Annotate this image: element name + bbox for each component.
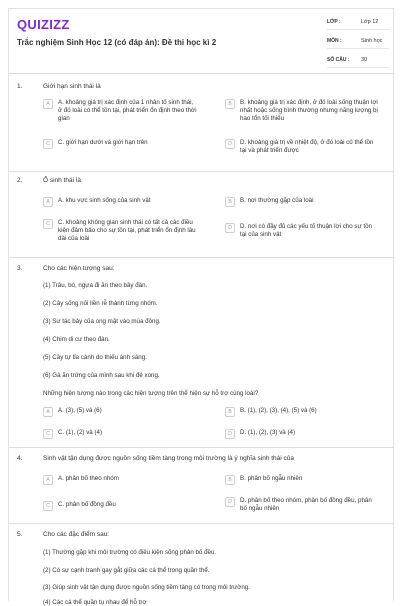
- statement: (3) Sư tác bảy của ong mật vào mùa đông.: [43, 318, 161, 325]
- statement: (1) Thường gặp khi môi trường có điều kiện sống phân bố đều.: [43, 549, 217, 556]
- option-d[interactable]: [225, 139, 380, 155]
- option-a[interactable]: [43, 99, 198, 123]
- meta-grade: [327, 17, 389, 30]
- option-letter-badge: C: [43, 501, 53, 511]
- question-1: [17, 83, 387, 165]
- meta-label: SỐ CÂU :: [327, 57, 350, 63]
- option-text: B. phân bố ngẫu nhiên: [240, 475, 303, 482]
- question-text: Ổ sinh thái là: [43, 177, 81, 184]
- meta-count: [327, 55, 389, 68]
- option-d[interactable]: [225, 497, 380, 513]
- option-b[interactable]: [225, 475, 380, 485]
- question-number: 3.: [17, 265, 23, 272]
- question-text: Cho các đặc điểm sau:: [43, 531, 110, 538]
- statement: (2) Có sự cạnh tranh gay gắt giữa các cá thể trong quần thể.: [43, 567, 210, 574]
- question-number: 2.: [17, 177, 23, 184]
- option-c[interactable]: [43, 429, 198, 439]
- option-a[interactable]: [43, 475, 198, 485]
- option-letter-badge: D: [225, 497, 235, 507]
- option-letter-badge: B: [225, 407, 235, 417]
- statement: (4) Các cá thể quần tụ nhau để hỗ trợ: [43, 599, 147, 606]
- meta-subject: [327, 36, 389, 49]
- option-text: D. khoảng giá trị về nhiệt độ, ở đó loài có thể tồn tại và phát triển được: [240, 139, 374, 154]
- quizizz-logo: QUIZIZZ: [17, 17, 70, 32]
- option-letter-badge: A: [43, 197, 53, 207]
- meta-value: 30: [361, 57, 368, 63]
- meta-label: LỚP :: [327, 19, 341, 25]
- option-text: B. khoảng giá trị xác định, ở đó loài sống thuận lợi nhất hoặc sống bình thường nhưng năng lượng bị hao tổn tối thiểu: [240, 99, 378, 122]
- option-b[interactable]: [225, 407, 380, 417]
- option-d[interactable]: [225, 429, 380, 439]
- option-b[interactable]: [225, 197, 380, 207]
- option-text: C. khoảng không gian sinh thái có tất cả các điều kiện đảm bảo cho sự tồn tại, phát triển ổn định lâu dài của loài: [58, 219, 196, 242]
- statement: (6) Gà ăn trứng của mình sau khi đẻ xong.: [43, 372, 160, 379]
- option-text: D. nơi có đầy đủ các yếu tố thuận lợi cho sự tồn tại của sinh vật: [240, 223, 372, 238]
- question-number: 5.: [17, 531, 23, 538]
- statement: (2) Cây sống nối liền rễ thành từng nhóm.: [43, 300, 158, 307]
- meta-value: Lớp 12: [361, 19, 379, 25]
- question-number: 1.: [17, 83, 23, 90]
- question-divider: [9, 171, 393, 172]
- worksheet-page: [8, 8, 394, 606]
- option-text: C. phân bố đồng đều: [58, 501, 116, 508]
- question-text: Giới hạn sinh thái là: [43, 83, 101, 90]
- option-c[interactable]: [43, 219, 198, 243]
- option-text: C. giới hạn dưới và giới hạn trên: [58, 139, 148, 146]
- option-a[interactable]: [43, 197, 198, 207]
- option-letter-badge: B: [225, 475, 235, 485]
- option-c[interactable]: [43, 501, 198, 511]
- question-divider: [9, 523, 393, 524]
- option-letter-badge: B: [225, 99, 235, 109]
- option-letter-badge: C: [43, 219, 53, 229]
- question-text: Sinh vật tận dụng được nguồn sống tiềm tàng trong môi trường là ý nghĩa sinh thái của: [43, 455, 295, 462]
- option-letter-badge: A: [43, 407, 53, 417]
- question-3: [17, 265, 387, 443]
- question-5: [17, 531, 387, 606]
- option-text: D. (1), (2), (3) và (4): [240, 429, 296, 436]
- option-a[interactable]: [43, 407, 198, 417]
- question-divider: [9, 447, 393, 448]
- question-number: 4.: [17, 455, 23, 462]
- question-2: [17, 177, 387, 251]
- option-letter-badge: C: [43, 429, 53, 439]
- meta-value: Sinh học: [361, 38, 383, 44]
- option-b[interactable]: [225, 99, 380, 123]
- option-text: A. phân bố theo nhóm: [58, 475, 119, 482]
- option-text: A. khu vực sinh sống của sinh vật: [58, 197, 151, 204]
- option-letter-badge: A: [43, 99, 53, 109]
- option-letter-badge: C: [43, 139, 53, 149]
- statement: (4) Chim di cư theo đàn.: [43, 336, 110, 343]
- option-text: B. (1), (2), (3), (4), (5) và (6): [240, 407, 317, 414]
- option-d[interactable]: [225, 223, 380, 239]
- statement: (1) Trâu, bò, ngựa đi ăn theo bầy đàn.: [43, 282, 148, 289]
- option-letter-badge: A: [43, 475, 53, 485]
- question-4: [17, 455, 387, 517]
- option-letter-badge: D: [225, 223, 235, 233]
- statement: Những hiện tượng nào trong các hiện tượng trên thể hiện sự hỗ trợ cùng loài?: [43, 390, 259, 397]
- option-letter-badge: D: [225, 139, 235, 149]
- option-text: A. (3), (5) và (6): [58, 407, 102, 414]
- option-letter-badge: D: [225, 429, 235, 439]
- option-text: C. (1), (2) và (4): [58, 429, 103, 436]
- option-text: D. phân bố theo nhóm, phân bố đồng đều, phân bố ngẫu nhiên: [240, 497, 372, 512]
- worksheet-meta: [327, 17, 389, 74]
- worksheet-title: Trắc nghiệm Sinh Học 12 (có đáp án): Đề thi học kì 2: [17, 38, 217, 47]
- option-text: A. khoảng giá trị xác định của 1 nhân tố sinh thái, ở đó loài có thể tồn tại, phát triển ổn định theo thời gian: [58, 99, 197, 122]
- option-c[interactable]: [43, 139, 198, 149]
- worksheet-header: [9, 9, 393, 74]
- meta-label: MÔN :: [327, 38, 342, 44]
- option-letter-badge: B: [225, 197, 235, 207]
- question-text: Cho các hiện tượng sau:: [43, 265, 115, 272]
- question-divider: [9, 257, 393, 258]
- statement: (5) Cây tự tỉa cành do thiếu ánh sáng.: [43, 354, 147, 361]
- option-text: B. nơi thường gặp của loài: [240, 197, 314, 204]
- statement: (3) Giúp sinh vật tận dụng được nguồn sống tiềm tàng có trong môi trường.: [43, 584, 250, 591]
